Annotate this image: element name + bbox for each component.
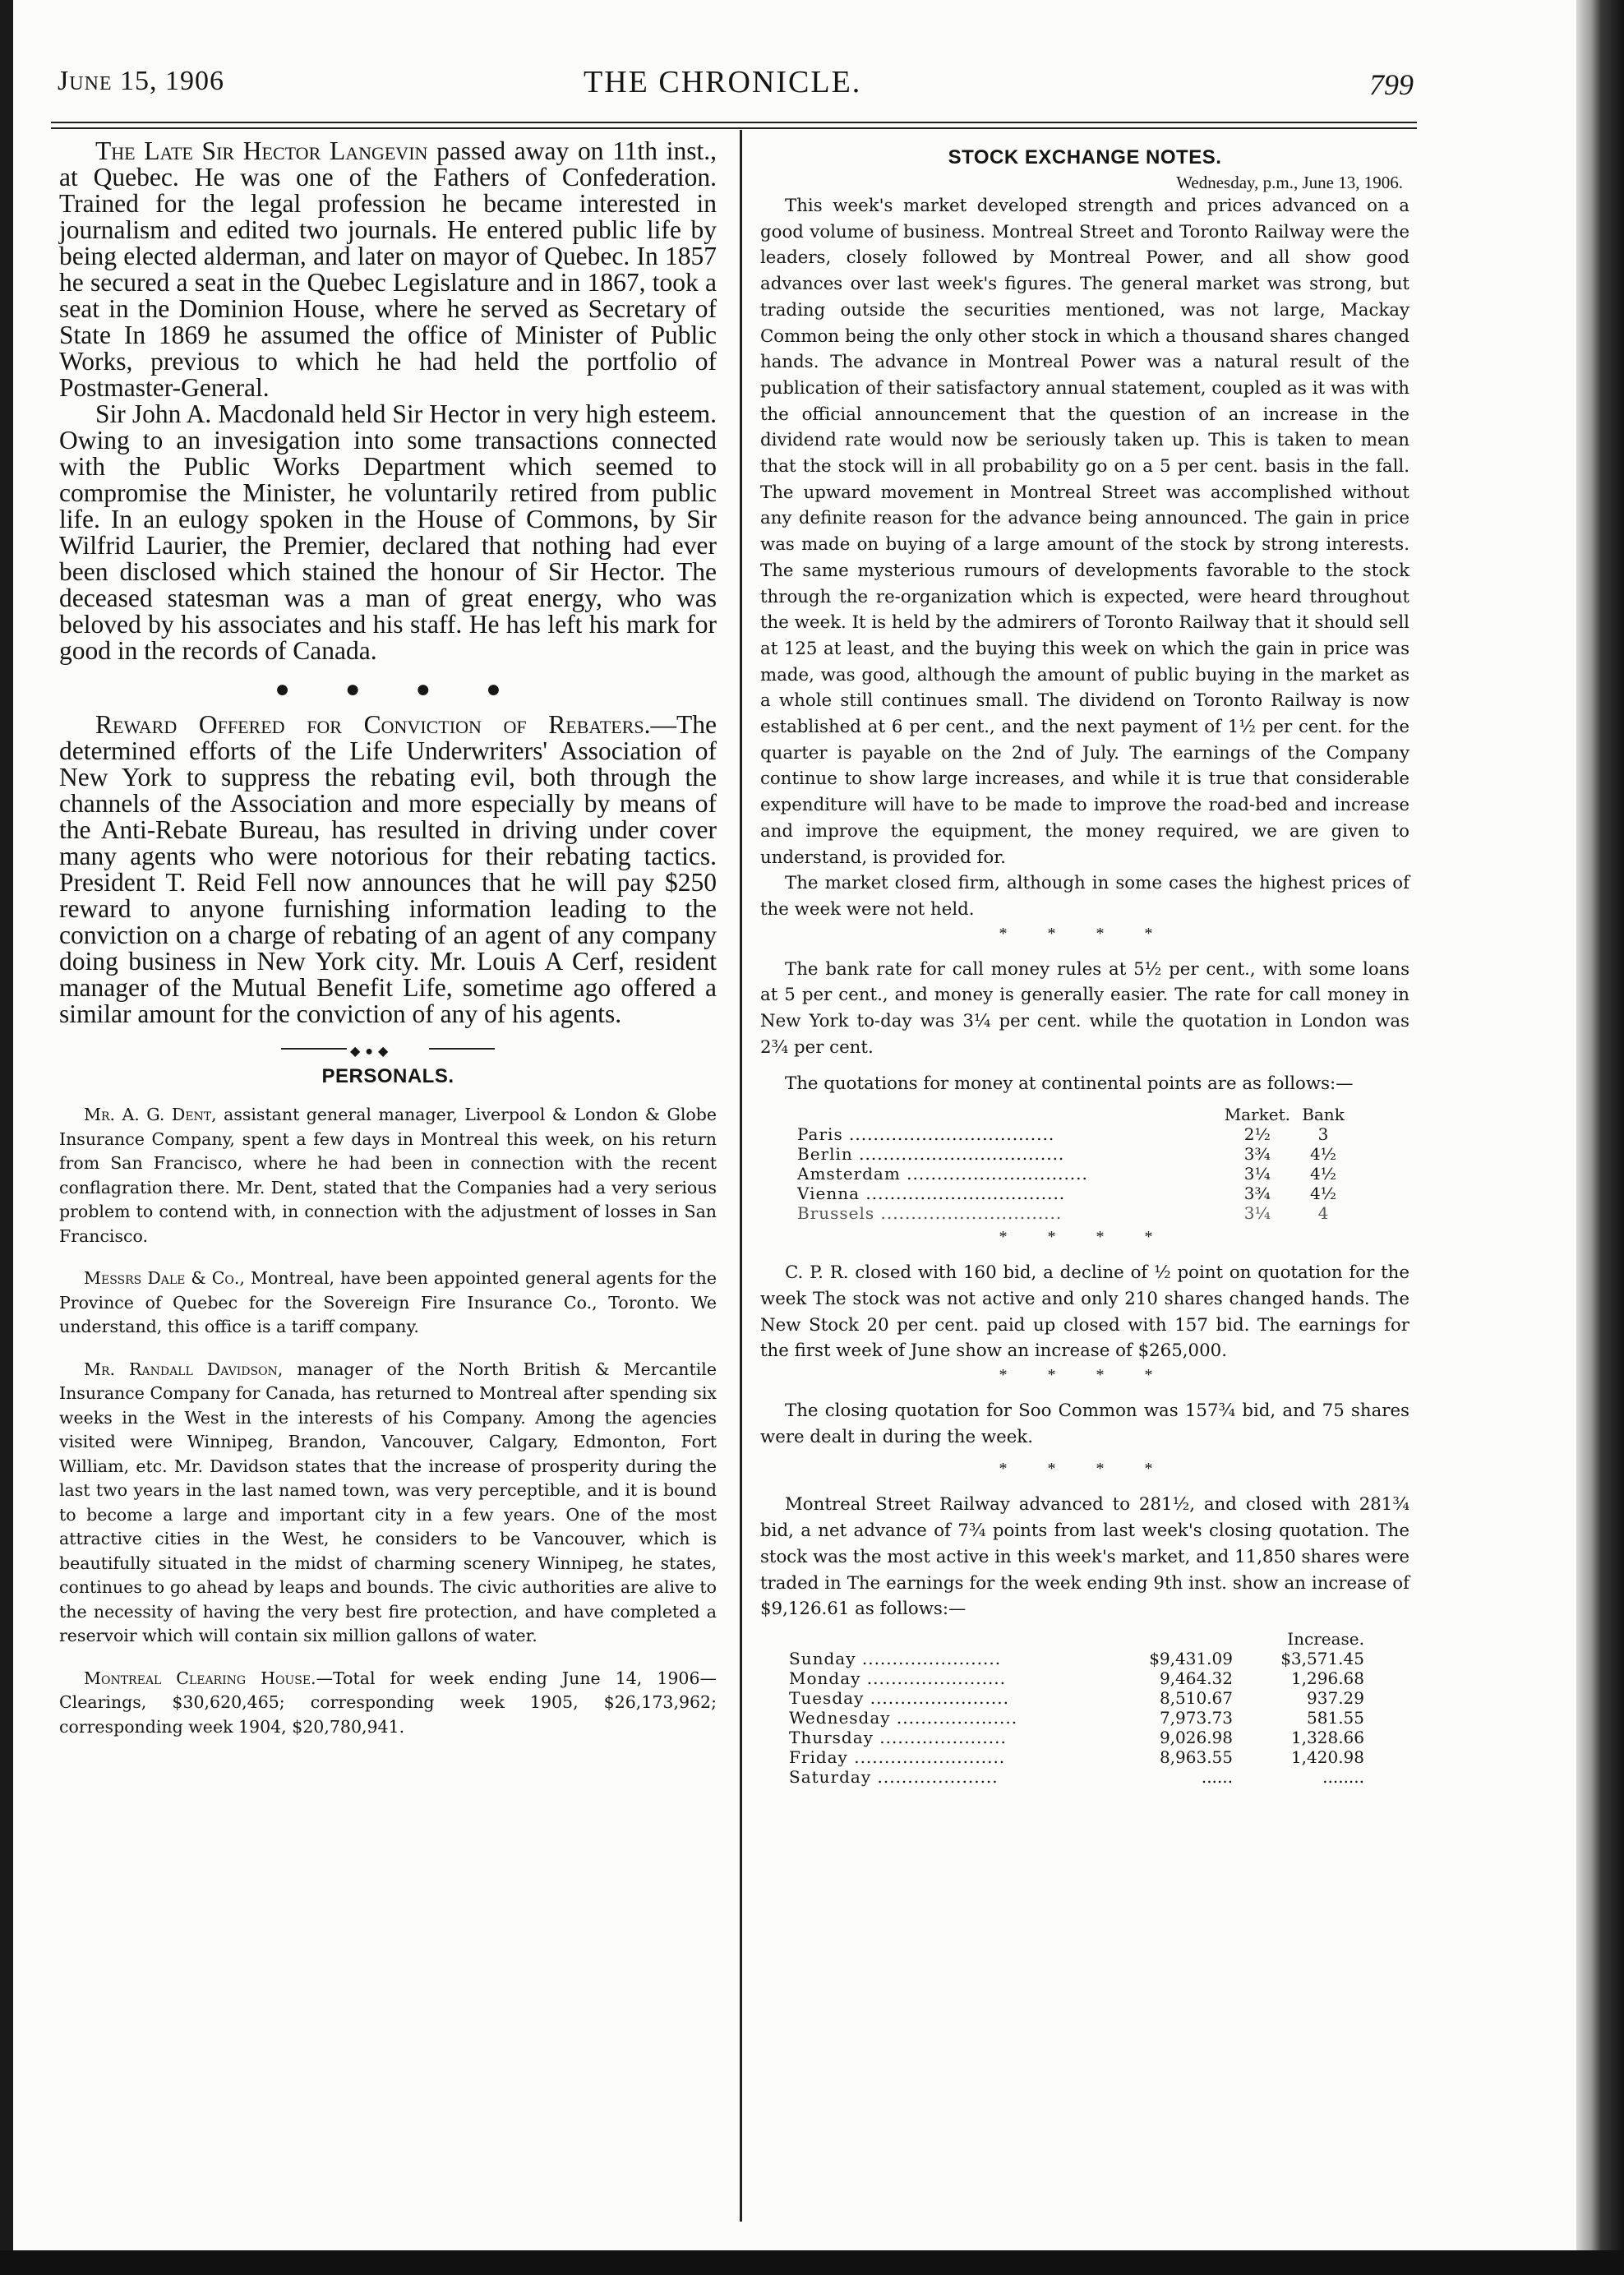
article-lead: The Late Sir Hector Langevin xyxy=(95,136,428,165)
personal-text: manager of the North British & Mercantile Insurance Company for Canada, has returned to Montreal after spending six weeks in the West in the interests of his Company. Among the agencies visited were Winnipeg, Brandon, Vancouver, Calgary, Edmonton, Fort William, etc. Mr. Davidson states that the increase of prosperity during the last two years in the last named town, was very perceptible, and it is bound to become a large and important city in a few years. One of the most attractive cities in the West, he considers to be Vancouver, which is beautifully situated in the midst of charming scenery Winnipeg, he states, continues to go ahead by leaps and bounds. The civic authorities are alive to the necessity of having the very best fire protection, and have completed a reservoir which will contain six million gallons of water. xyxy=(59,1359,717,1645)
star-separator: * * * * xyxy=(999,1366,1171,1385)
bank-rate: 4½ xyxy=(1309,1164,1337,1184)
market-rate: 2½ xyxy=(1243,1124,1271,1145)
scan-border-right xyxy=(1576,0,1624,2275)
clearing-house-item xyxy=(59,1667,717,1740)
table-row: Tuesday ....................... 8,510.67 937.29 xyxy=(789,1687,1364,1708)
table-row: Berlin .................................. 3¾ 4½ xyxy=(797,1144,1356,1164)
personal-item xyxy=(59,1358,717,1649)
increase: 937.29 xyxy=(1307,1687,1364,1708)
header-rule xyxy=(51,122,1417,129)
day: Sunday xyxy=(789,1648,856,1668)
table-header-row xyxy=(797,1105,1356,1124)
table-row: Amsterdam .............................. 3¼ 4½ xyxy=(797,1164,1356,1184)
day: Saturday xyxy=(789,1766,872,1787)
column-header-bank: Bank xyxy=(1302,1105,1345,1125)
bank-rate-paragraph: The bank rate for call money rules at 5½ per cent., with some loans at 5 per cent., and money is generally easier. The rate for call money in New York to-day was 3¼ per cent. while the quotation in London was 2¾ per cent. xyxy=(760,958,1409,1058)
earnings: 7,973.73 xyxy=(1159,1707,1233,1728)
increase: 1,296.68 xyxy=(1290,1668,1364,1688)
dateline: Wednesday, p.m., June 13, 1906. xyxy=(1176,173,1403,192)
money-rates-table xyxy=(797,1105,1356,1223)
earnings: ...... xyxy=(1201,1766,1233,1787)
day: Thursday xyxy=(789,1727,874,1747)
article-langevin xyxy=(59,138,717,401)
increase: 1,328.66 xyxy=(1290,1727,1364,1747)
column-rule xyxy=(740,130,742,2222)
table-row: Brussels .............................. 3¼ 4 xyxy=(797,1203,1356,1223)
article-text: passed away on 11th inst., at Quebec. He was one of the Fathers of Confederation. Trained for the legal profession he became interested in journalism and edited two journals. He entered public life by being elected alderman, and later on mayor of Quebec. In 1857 he secured a seat in the Quebec Legislature and in 1867, took a seat in the Dominion House, where he served as Secretary of State In 1869 he assumed the office of Minister of Public Works, previous to which he had held the portfolio of Postmaster-General. xyxy=(59,136,717,402)
left-column xyxy=(59,138,717,1739)
personal-lead: Montreal Clearing House. xyxy=(84,1668,316,1688)
market-rate: 3¼ xyxy=(1243,1203,1271,1224)
table-row: Wednesday .................... 7,973.73 581.55 xyxy=(789,1707,1364,1728)
day: Monday xyxy=(789,1668,861,1688)
increase: $3,571.45 xyxy=(1280,1648,1364,1668)
stock-exchange-heading: STOCK EXCHANGE NOTES. xyxy=(948,146,1222,168)
day: Wednesday xyxy=(789,1707,891,1728)
table-header-row xyxy=(789,1629,1364,1649)
city-name: Berlin xyxy=(797,1144,853,1165)
right-column xyxy=(760,146,1409,1787)
article-lead: Reward Offered for Conviction of Rebaters. xyxy=(95,710,651,739)
star-separator: * * * * xyxy=(999,1228,1171,1247)
market-rate: 3¾ xyxy=(1243,1144,1271,1165)
personal-lead: Messrs Dale & Co., xyxy=(84,1268,245,1288)
article-langevin-p2: Sir John A. Macdonald held Sir Hector in very high esteem. Owing to an invesigation into some transactions connected with the Public Works Department which seemed to compromise the Minister, he voluntarily retired from public life. In an eulogy spoken in the House of Commons, by Sir Wilfrid Laurier, the Premier, declared that nothing had ever been disclosed which stained the honour of Sir Hector. The deceased statesman was a man of great energy, who was beloved by his associates and his staff. He has left his mark for good in the records of Canada. xyxy=(59,399,717,665)
earnings: 9,026.98 xyxy=(1159,1727,1233,1747)
personal-text: —Total for week ending June 14, 1906—Clearings, $30,620,465; corresponding week 1905, $26,173,962; corresponding week 1904, $20,780,941. xyxy=(59,1668,717,1737)
earnings-table xyxy=(789,1629,1364,1787)
table-row: Vienna ................................. 3¾ 4½ xyxy=(797,1184,1356,1203)
section-separator: ● ● ● ● xyxy=(275,676,526,703)
increase: 581.55 xyxy=(1307,1707,1364,1728)
day: Tuesday xyxy=(789,1687,865,1708)
article-text: —The determined efforts of the Life Underwriters' Association of New York to suppress the rebating evil, both through the channels of the Association and more especially by means of the Anti-Rebate Bureau, has resulted in driving under cover many agents who were notorious for their rebating tactics. President T. Reid Fell now announces that he will pay $250 reward to anyone furnishing information leading to the conviction on a charge of rebating of an agent of any company doing business in New York city. Mr. Louis A Cerf, resident manager of the Mutual Benefit Life, sometime ago offered a similar amount for the conviction of any of his agents. xyxy=(59,710,717,1028)
table-row: Sunday ....................... $9,431.09 $3,571.45 xyxy=(789,1648,1364,1668)
city-name: Vienna xyxy=(797,1184,860,1204)
earnings: 8,963.55 xyxy=(1159,1747,1233,1767)
personal-text: Montreal, have been appointed general agents for the Province of Quebec for the Sovereign Fire Insurance Co., Toronto. We understand, this office is a tariff company. xyxy=(59,1268,717,1336)
day: Friday xyxy=(789,1747,848,1767)
montreal-street-paragraph: Montreal Street Railway advanced to 281½, and closed with 281¾ bid, a net advance of 7¾ points from last week's closing quotation. The stock was the most active in this week's market, and 11,850 shares were traded in The earnings for the week ending 9th inst. show an increase of $9,126.61 as follows:— xyxy=(760,1494,1409,1620)
column-header-market: Market. xyxy=(1224,1105,1291,1125)
table-row: Friday ......................... 8,963.55 1,420.98 xyxy=(789,1747,1364,1767)
scan-border-bottom xyxy=(0,2250,1624,2275)
personal-lead: Mr. Randall Davidson, xyxy=(84,1359,284,1379)
personal-lead: Mr. A. G. Dent, xyxy=(84,1105,217,1124)
city-name: Amsterdam xyxy=(797,1164,901,1184)
page-number: 799 xyxy=(1369,68,1414,101)
increase: ........ xyxy=(1322,1766,1364,1787)
publication-title: THE CHRONICLE. xyxy=(584,65,862,99)
table-row: Thursday ..................... 9,026.98 1,328.66 xyxy=(789,1727,1364,1747)
city-name: Brussels xyxy=(797,1203,875,1224)
issue-date: June 15, 1906 xyxy=(58,66,225,96)
market-rate: 3¼ xyxy=(1243,1164,1271,1184)
article-rebaters xyxy=(59,712,717,1027)
star-separator: * * * * xyxy=(999,924,1171,943)
quotations-intro: The quotations for money at continental points are as follows:— xyxy=(785,1073,1354,1094)
bank-rate: 4 xyxy=(1317,1203,1329,1224)
increase: 1,420.98 xyxy=(1290,1747,1364,1767)
ornament-divider: ◆●◆ xyxy=(281,1039,495,1059)
table-row: Paris .................................. 2½ 3 xyxy=(797,1124,1356,1144)
soo-paragraph: The closing quotation for Soo Common was 157¾ bid, and 75 shares were dealt in during the week. xyxy=(760,1401,1409,1447)
market-close-paragraph: The market closed firm, although in some cases the highest prices of the week were not held. xyxy=(760,873,1409,920)
table-row: Monday ....................... 9,464.32 1,296.68 xyxy=(789,1668,1364,1688)
page-header xyxy=(58,56,1414,105)
table-row: Saturday .................... ...... ........ xyxy=(789,1766,1364,1787)
scan-border-left xyxy=(0,0,13,2275)
cpr-paragraph: C. P. R. closed with 160 bid, a decline of ½ point on quotation for the week The stock was not active and only 210 shares changed hands. The New Stock 20 per cent. paid up closed with 157 bid. The earnings for the first week of June show an increase of $265,000. xyxy=(760,1262,1409,1362)
personal-item xyxy=(59,1103,717,1248)
market-paragraph: This week's market developed strength and prices advanced on a good volume of business. Montreal Street and Toronto Railway were the leaders, closely followed by Montreal Power, and all show good advances over last week's figures. The general market was strong, but trading outside the securities mentioned, was not large, Mackay Common being the only other stock in which a thousand shares changed hands. The advance in Montreal Power was a natural result of the publication of their satisfactory annual statement, coupled as it was with the official announcement that the question of an increase in the dividend rate would now be seriously taken up. This is taken to mean that the stock will in all probability go on a 5 per cent. basis in the fall. The upward movement in Montreal Street was accomplished without any definite reason for the advance being announced. The gain in price was made on buying of a large amount of the stock by strong interests. The same mysterious rumours of developments favorable to the stock through the re-organization which is expected, were heard throughout the week. It is held by the admirers of Toronto Railway that it should sell at 125 at least, and the buying this week on which the gain in price was made, was good, although the amount of public buying in the market as a whole still continues small. The dividend on Toronto Railway is now established at 6 per cent., and the next payment of 1½ per cent. for the quarter is payable on the 2nd of July. The earnings of the Company continue to show large increases, and while it is true that considerable expenditure will have to be made to improve the road-bed and increase and improve the equipment, the money required, we are given to understand, is provided for. xyxy=(760,196,1409,868)
bank-rate: 4½ xyxy=(1309,1144,1337,1165)
bank-rate: 3 xyxy=(1317,1124,1329,1145)
city-name: Paris xyxy=(797,1124,843,1145)
earnings: 9,464.32 xyxy=(1159,1668,1233,1688)
earnings: 8,510.67 xyxy=(1159,1687,1233,1708)
bank-rate: 4½ xyxy=(1309,1184,1337,1204)
personals-heading: PERSONALS. xyxy=(321,1065,454,1087)
earnings: $9,431.09 xyxy=(1149,1648,1233,1668)
personal-text: assistant general manager, Liverpool & London & Globe Insurance Company, spent a few days in Montreal this week, on his return from San Francisco, where he had been in connection with the recent conflagration there. Mr. Dent, stated that the Companies had a very serious problem to contend with, in connection with the adjustment of losses in San Francisco. xyxy=(59,1105,717,1246)
personal-item xyxy=(59,1267,717,1340)
column-header-increase: Increase. xyxy=(1287,1628,1364,1649)
star-separator: * * * * xyxy=(999,1460,1171,1479)
market-rate: 3¾ xyxy=(1243,1184,1271,1204)
